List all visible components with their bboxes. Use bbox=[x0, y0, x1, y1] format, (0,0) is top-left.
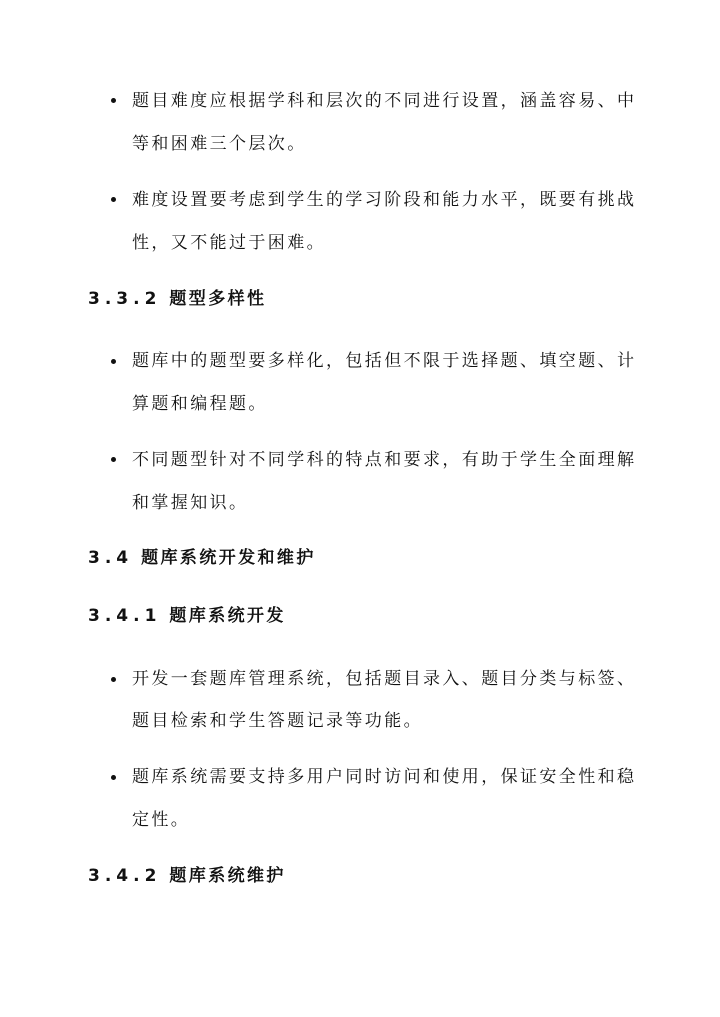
section-title: 题库系统维护 bbox=[169, 866, 286, 886]
paragraph-line: 题目检索和学生答题记录等功能。 bbox=[132, 711, 423, 731]
bullet-icon bbox=[111, 359, 116, 364]
paragraph-line: 不同题型针对不同学科的特点和要求，有助于学生全面理解 bbox=[132, 450, 637, 470]
section-number: 3.4.2 bbox=[88, 866, 162, 886]
paragraph-line: 性，又不能过于困难。 bbox=[132, 233, 326, 253]
bullet-icon bbox=[111, 197, 116, 202]
section-title: 题型多样性 bbox=[169, 289, 267, 309]
section-number: 3.3.2 bbox=[88, 289, 162, 309]
section-number: 3.4 bbox=[88, 548, 134, 568]
bullet-icon bbox=[111, 677, 116, 682]
paragraph-line: 题库中的题型要多样化，包括但不限于选择题、填空题、计 bbox=[132, 351, 637, 371]
bullet-icon bbox=[111, 457, 116, 462]
section-heading bbox=[88, 604, 286, 628]
section-heading bbox=[88, 864, 286, 888]
section-title: 题库系统开发和维护 bbox=[141, 548, 316, 568]
paragraph-line: 等和困难三个层次。 bbox=[132, 134, 307, 154]
paragraph-line: 算题和编程题。 bbox=[132, 394, 268, 414]
paragraph-line: 和掌握知识。 bbox=[132, 493, 249, 513]
paragraph-line: 定性。 bbox=[132, 810, 191, 830]
section-heading bbox=[88, 546, 316, 570]
section-title: 题库系统开发 bbox=[169, 606, 286, 626]
paragraph-line: 开发一套题库管理系统，包括题目录入、题目分类与标签、 bbox=[132, 669, 637, 689]
section-heading bbox=[88, 287, 266, 311]
paragraph-line: 题目难度应根据学科和层次的不同进行设置，涵盖容易、中 bbox=[132, 91, 637, 111]
paragraph-line: 题库系统需要支持多用户同时访问和使用，保证安全性和稳 bbox=[132, 767, 637, 787]
section-number: 3.4.1 bbox=[88, 606, 162, 626]
bullet-icon bbox=[111, 775, 116, 780]
bullet-icon bbox=[111, 98, 116, 103]
paragraph-line: 难度设置要考虑到学生的学习阶段和能力水平，既要有挑战 bbox=[132, 190, 637, 210]
